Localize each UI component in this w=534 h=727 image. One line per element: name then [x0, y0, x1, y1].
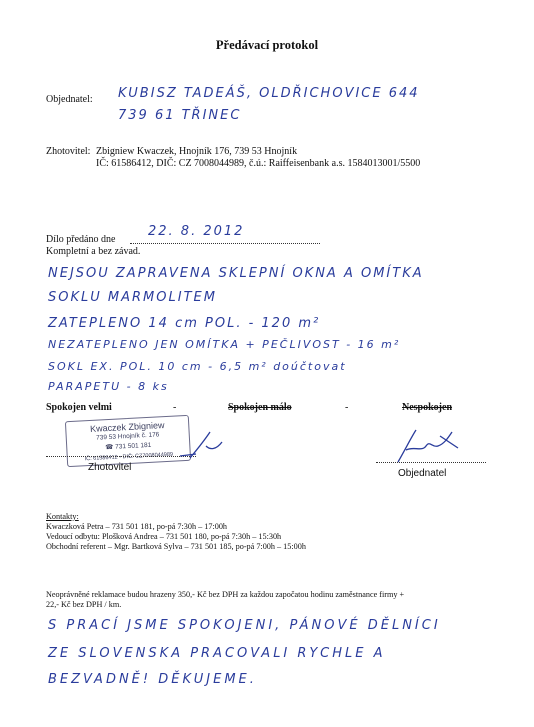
satisfaction-dash: -: [345, 402, 349, 413]
handover-date-handwritten: 22. 8. 2012: [148, 224, 245, 239]
final-note-line: ZE SLOVENSKA PRACOVALI RYCHLE A: [48, 646, 386, 661]
handover-label: Dílo předáno dne: [46, 234, 116, 245]
note-line: PARAPETU - 8 ks: [48, 380, 169, 393]
complete-text: Kompletní a bez závad.: [46, 246, 141, 257]
stamp-name: Kwaczek Zbigniew: [89, 420, 165, 434]
final-note-line: S PRACÍ JSME SPOKOJENI, PÁNOVÉ DĚLNÍCI: [48, 618, 441, 633]
note-line: SOKL EX. POL. 10 cm - 6,5 m² doúčtovat: [48, 360, 347, 373]
satisfaction-very: Spokojen velmi: [46, 402, 112, 413]
customer-name-handwritten: KUBISZ TADEÁŠ, OLDŘICHOVICE 644: [118, 86, 420, 101]
contractor-label: Zhotovitel:: [46, 146, 91, 157]
satisfaction-not: Nespokojen: [402, 402, 453, 413]
handover-date-line: [130, 243, 320, 244]
complaint-note: 22,- Kč bez DPH / km.: [46, 600, 122, 609]
stamp-phone: ☎ 731 501 181: [105, 441, 152, 452]
note-line: ZATEPLENO 14 cm POL. - 120 m²: [48, 316, 321, 331]
contacts-heading: Kontakty:: [46, 512, 79, 521]
contractor-signature-line: [46, 456, 196, 457]
stamp-ids: IČ: 61586412 • DIČ: CZ7008044989: [84, 451, 174, 463]
contractor-ids: IČ: 61586412, DIČ: CZ 7008044989, č.ú.: Raiffeisenbank a.s. 1584013001/5500: [96, 158, 421, 169]
final-note-line: BEZVADNĚ! DĚKUJEME.: [48, 672, 257, 687]
note-line: NEJSOU ZAPRAVENA SKLEPNÍ OKNA A OMÍTKA: [48, 266, 424, 281]
company-stamp: [65, 415, 191, 467]
stamp-address: 739 53 Hnojník č. 176: [95, 431, 160, 442]
satisfaction-little: Spokojen málo: [228, 402, 292, 413]
contact-line: Obchodní referent – Mgr. Bartková Sylva – 731 501 185, po-pá 7:00h – 15:00h: [46, 542, 306, 551]
customer-signature-label: Objednatel: [398, 468, 447, 479]
document-title: Předávací protokol: [215, 38, 319, 52]
note-line: SOKLU MARMOLITEM: [48, 290, 217, 305]
contractor-signature-label: Zhotovitel: [88, 462, 132, 473]
customer-signature: [392, 426, 464, 466]
contractor-address: Zbigniew Kwaczek, Hnojník 176, 739 53 Hnojník: [96, 146, 298, 157]
contact-line: Vedoucí odbytu: Plošková Andrea – 731 501 180, po-pá 7:30h – 15:30h: [46, 532, 282, 541]
note-line: NEZATEPLENO JEN OMÍTKA + PEČLIVOST - 16 m²: [48, 338, 401, 351]
contractor-signature: [176, 428, 226, 464]
complaint-note: Neoprávněné reklamace budou hrazeny 350,- Kč bez DPH za každou započatou hodinu zaměstnance firmy +: [46, 590, 405, 599]
customer-city-handwritten: 739 61 TŘINEC: [118, 108, 242, 123]
satisfaction-dash: -: [173, 402, 177, 413]
customer-label: Objednatel:: [46, 94, 93, 105]
contact-line: Kwaczková Petra – 731 501 181, po-pá 7:30h – 17:00h: [46, 522, 228, 531]
